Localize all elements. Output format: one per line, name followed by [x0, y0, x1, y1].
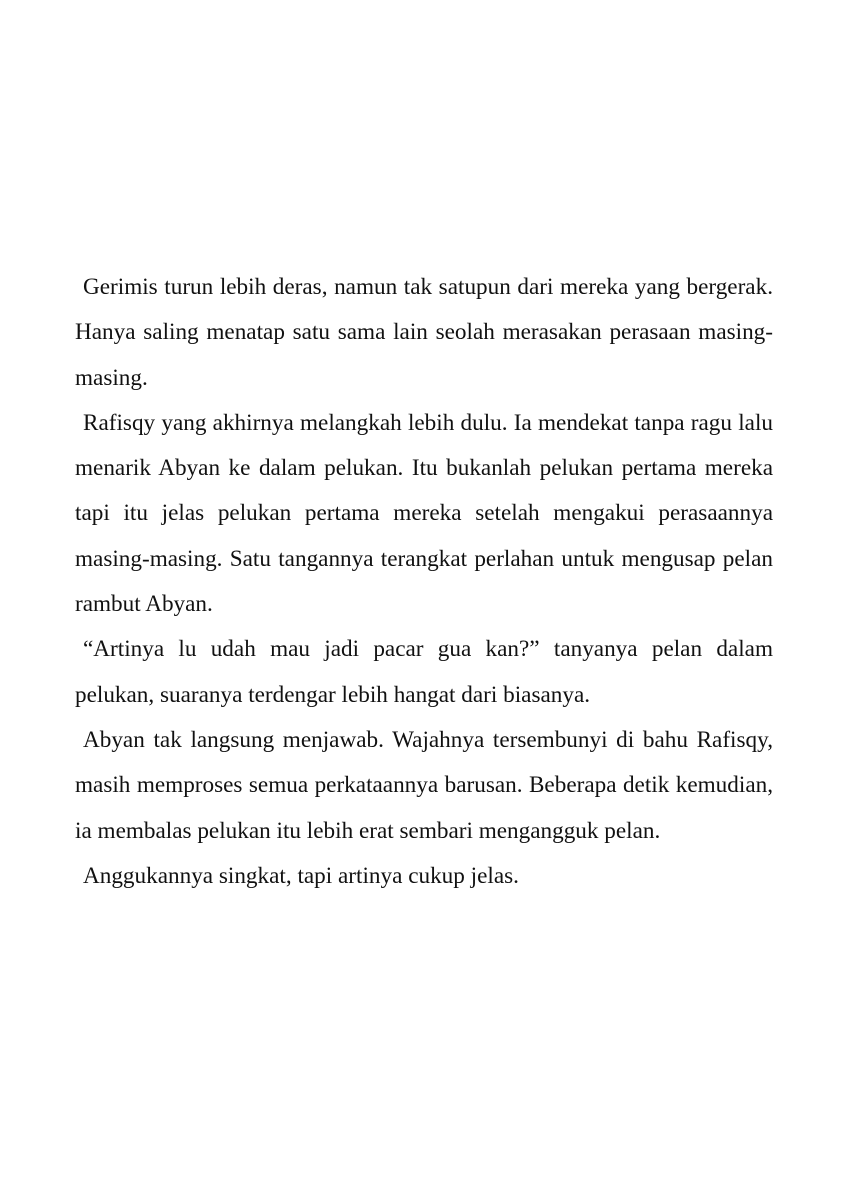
paragraph-1: Gerimis turun lebih deras, namun tak satupun dari mereka yang bergerak. Hanya saling menatap satu sama lain seolah merasakan perasaan masing-masing.	[75, 274, 773, 391]
paragraph-2: Rafisqy yang akhirnya melangkah lebih dulu. Ia mendekat tanpa ragu lalu menarik Abyan ke dalam pelukan. Itu bukanlah pelukan pertama mereka tapi itu jelas pelukan pertama mereka setelah mengakui perasaannya masing-masing. Satu tangannya terangkat perlahan untuk mengusap pelan rambut Abyan.	[75, 409, 773, 618]
paragraph-4: Abyan tak langsung menjawab. Wajahnya tersembunyi di bahu Rafisqy, masih memproses semua perkataannya barusan. Beberapa detik kemudian, ia membalas pelukan itu lebih erat sembari mengangguk pelan.	[75, 726, 773, 844]
paragraph-3: “Artinya lu udah mau jadi pacar gua kan?” tanyanya pelan dalam pelukan, suaranya terdengar lebih hangat dari biasanya.	[75, 636, 773, 708]
paragraph-5: Anggukannya singkat, tapi artinya cukup jelas.	[83, 862, 519, 889]
story-text	[75, 265, 773, 899]
